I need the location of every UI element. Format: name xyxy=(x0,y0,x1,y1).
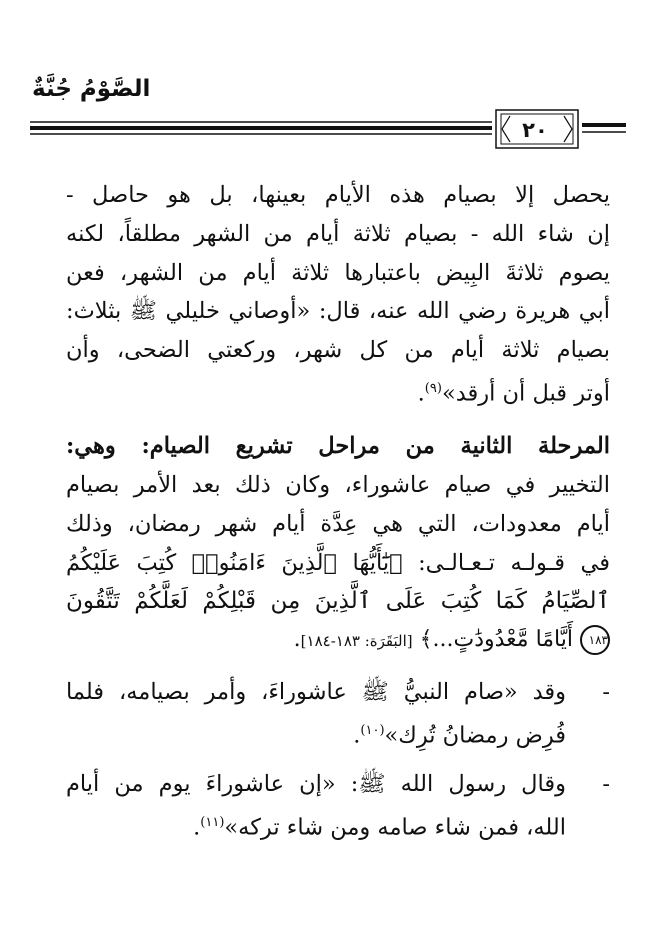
running-title: الصَّوْمُ جُنَّةٌ xyxy=(32,76,151,102)
page-body xyxy=(66,176,610,857)
quran-verse-text: أَيَّامًا مَّعْدُودَٰتٍ...﴾ xyxy=(419,627,573,653)
quran-citation: [البَقَرَة: ١٨٣-١٨٤] xyxy=(300,632,413,651)
text-line: أيام معدودات، التي هي عِدَّة أيام شهر رمضان، وذلك xyxy=(66,510,610,537)
list-item xyxy=(66,765,610,847)
text-line-content: أوتر قبل أن أرقد» xyxy=(441,380,610,407)
footnote-marker: (٩) xyxy=(424,380,442,396)
text-line: إن شاء الله - بصيام ثلاثة أيام من الشهر مطلقاً، لكنه xyxy=(66,220,610,247)
footnote-marker: (١٠) xyxy=(360,722,385,738)
text-line-content: فُرِض رمضانُ تُرِك» xyxy=(384,722,566,749)
text-line: أوتر قبل أن أرقد»$^{(٩)}$. xyxy=(417,380,610,407)
text-line: يحصل إلا بصيام هذه الأيام بعينها، بل هو حاصل - xyxy=(66,182,610,208)
text-line: المرحلة الثانية من مراحل تشريع الصيام: وهي: xyxy=(66,433,610,460)
text-line: فُرِض رمضانُ تُرِك»$^{(١٠)}$. xyxy=(353,722,566,749)
paragraph-2 xyxy=(66,427,610,661)
text-line: بصيام ثلاثة أيام من كل شهر، وركعتي الضحى، وأن xyxy=(66,337,610,364)
text-line: وقد «صام النبيُّ ﷺ عاشوراءَ، وأمر بصيامه، فلما xyxy=(66,679,566,706)
footnote-marker: (١١) xyxy=(200,814,225,830)
bullet-list xyxy=(66,673,610,847)
ayah-number-badge: ١٨٣ xyxy=(580,625,610,655)
text-line: الله، فمن شاء صامه ومن شاء تركه»$^{(١١)}$. xyxy=(193,814,566,841)
text-line: في قـولـه تـعـالـى: ﴿يَٰٓأَيُّهَا ٱلَّذِينَ ءَامَنُوا۟ كُتِبَ عَلَيْكُمُ xyxy=(66,549,610,576)
quran-verse-line: ٱلصِّيَامُ كَمَا كُتِبَ عَلَى ٱلَّذِينَ مِن قَبْلِكُمْ لَعَلَّكُمْ تَتَّقُونَ xyxy=(66,588,610,615)
quran-verse-end: ١٨٣ أَيَّامًا مَّعْدُودَٰتٍ...﴾ [البَقَرَة: ١٨٣-١٨٤]. xyxy=(66,621,610,661)
text-line: وقال رسول الله ﷺ: «إن عاشوراءَ يوم من أيام xyxy=(66,771,566,798)
text-line: التخيير في صيام عاشوراء، وكان ذلك بعد الأمر بصيام xyxy=(66,472,610,499)
text-line: يصوم ثلاثةَ البِيض باعتبارها ثلاثة أيام من الشهر، فعن xyxy=(66,259,610,286)
text-line: أبي هريرة رضي الله عنه، قال: «أوصاني خليلي ﷺ بثلاث: xyxy=(66,298,610,325)
paragraph-1 xyxy=(66,176,610,413)
list-item xyxy=(66,673,610,755)
text-line-content: الله، فمن شاء صامه ومن شاء تركه» xyxy=(224,814,566,841)
bullet-dash: - xyxy=(602,771,610,798)
bullet-dash: - xyxy=(602,679,610,706)
page-number: ٢٠ xyxy=(522,118,548,142)
